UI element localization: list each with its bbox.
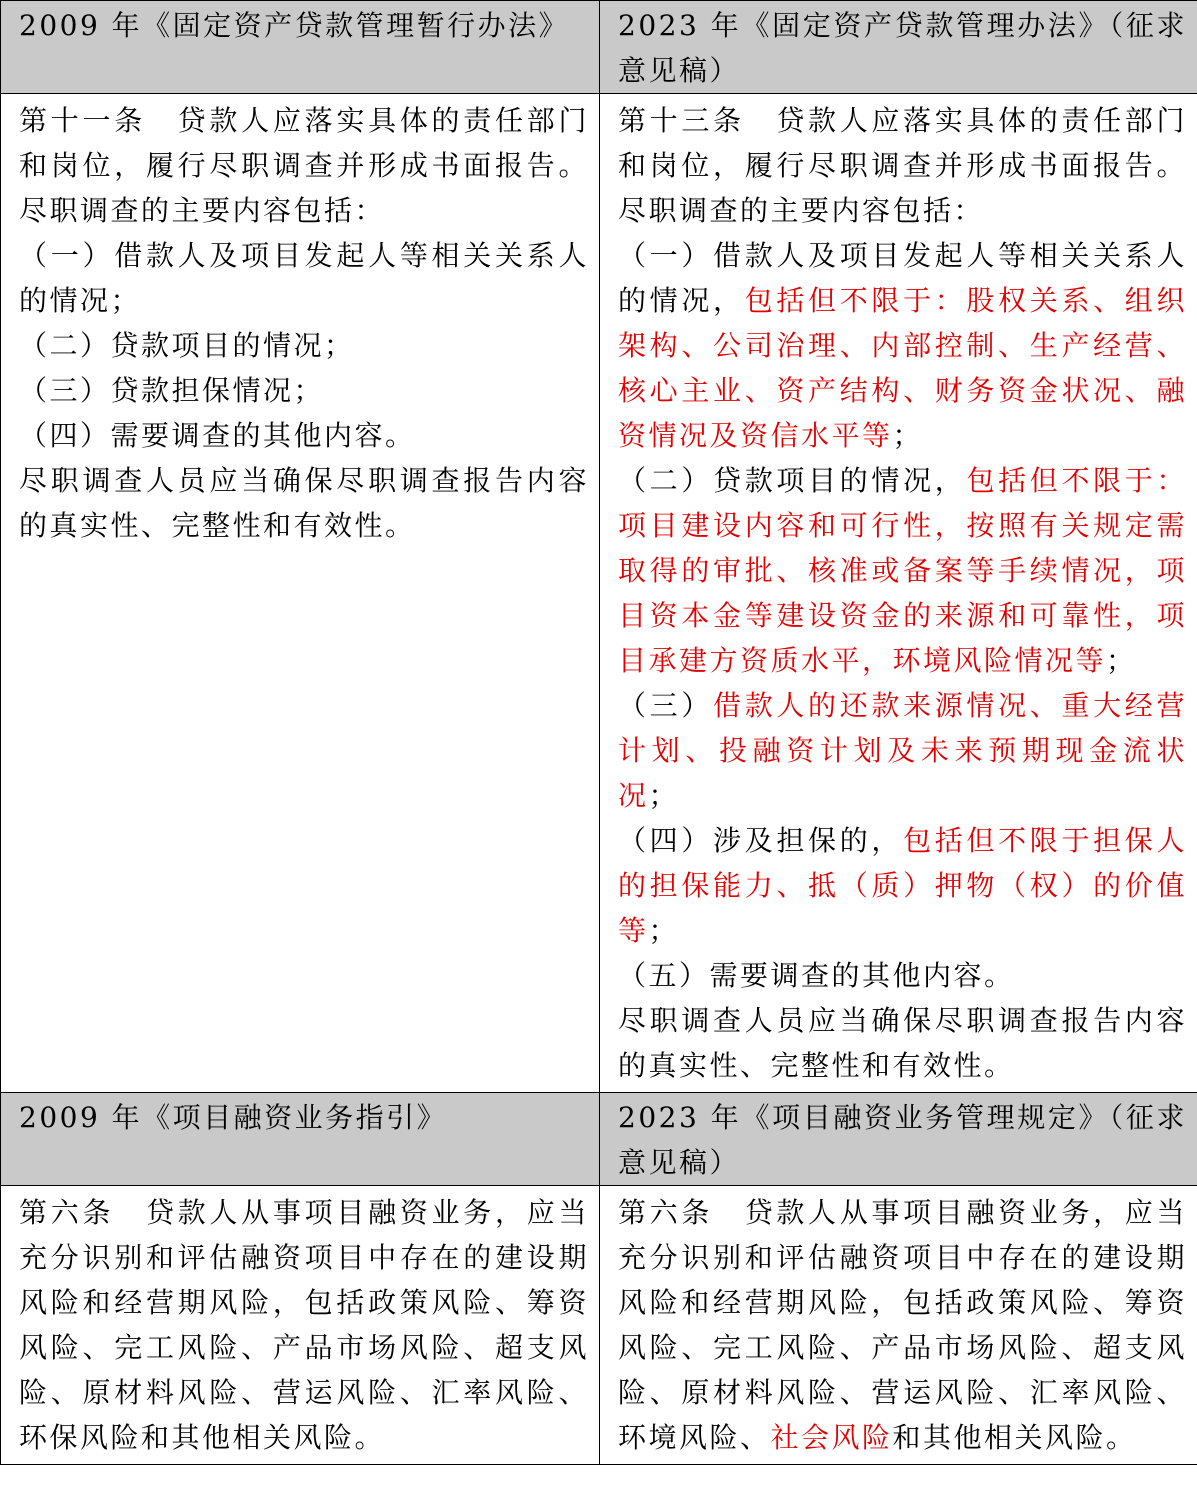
regulation-article-6 xyxy=(618,1190,1187,1460)
article-13-item-3 xyxy=(618,683,1187,818)
article-11-item-2: （二）贷款项目的情况； xyxy=(19,329,355,362)
section2-header-row xyxy=(1,1093,1197,1186)
article-13-closing: 尽职调查人员应当确保尽职调查报告内容的真实性、完整性和有效性。 xyxy=(618,1004,1187,1082)
section1-left-cell xyxy=(1,94,600,1093)
item-3-text: （三） xyxy=(618,689,714,722)
article-11-item-1: （一）借款人及项目发起人等相关关系人的情况； xyxy=(19,239,589,317)
article-13-intro: 第十三条 贷款人应落实具体的责任部门和岗位，履行尽职调查并形成书面报告。尽职调查的主要内容包括： xyxy=(618,104,1187,227)
item-4-added-text: 包括但不限于担保人的担保能力、抵（质）押物（权）的价值等 xyxy=(618,824,1187,947)
article-6-end: 和其他相关风险。 xyxy=(892,1421,1137,1454)
article-11-item-4: （四）需要调查的其他内容。 xyxy=(19,419,416,452)
article-11-intro: 第十一条 贷款人应落实具体的责任部门和岗位，履行尽职调查并形成书面报告。尽职调查的主要内容包括： xyxy=(19,104,589,227)
item-1-added-text: 包括但不限于：股权关系、组织架构、公司治理、内部控制、生产经营、核心主业、资产结构、财务资金状况、融资情况及资信水平等 xyxy=(618,284,1187,452)
section2-right-title: 2023 年《项目融资业务管理规定》（征求意见稿） xyxy=(600,1093,1197,1186)
article-13-item-2 xyxy=(618,458,1187,683)
item-3-end: ； xyxy=(648,779,680,812)
section2-left-title: 2009 年《项目融资业务指引》 xyxy=(1,1093,600,1186)
section1-right-cell xyxy=(600,94,1197,1093)
article-11-closing: 尽职调查人员应当确保尽职调查报告内容的真实性、完整性和有效性。 xyxy=(19,464,589,542)
section1-header-row xyxy=(1,1,1197,94)
article-13-item-4 xyxy=(618,818,1187,953)
article-6-added-text: 社会风险 xyxy=(770,1421,893,1454)
item-2-text: （二）贷款项目的情况， xyxy=(618,464,967,497)
item-1-text: （一）借款人及项目发起人等相关关系人的情况， xyxy=(618,239,1187,317)
item-3-added-text: 借款人的还款来源情况、重大经营计划、投融资计划及未来预期现金流状况 xyxy=(618,689,1187,812)
item-4-text: （四）涉及担保的， xyxy=(618,824,904,857)
section2-right-cell xyxy=(600,1186,1197,1465)
section2-body-row xyxy=(1,1186,1197,1465)
section1-right-title: 2023 年《固定资产贷款管理办法》（征求意见稿） xyxy=(600,1,1197,94)
section1-left-title: 2009 年《固定资产贷款管理暂行办法》 xyxy=(1,1,600,94)
section1-body-row xyxy=(1,94,1197,1093)
item-1-end: ； xyxy=(892,419,924,452)
article-13-item-1 xyxy=(618,233,1187,458)
article-13-item-5: （五）需要调查的其他内容。 xyxy=(618,959,1015,992)
item-4-end: ； xyxy=(648,914,680,947)
article-6-text: 第六条 贷款人从事项目融资业务，应当充分识别和评估融资项目中存在的建设期风险和经营期风险，包括政策风险、筹资风险、完工风险、产品市场风险、超支风险、原材料风险、营运风险、汇率风险、环境风险、 xyxy=(618,1196,1187,1454)
item-2-added-text: 包括但不限于：项目建设内容和可行性，按照有关规定需取得的审批、核准或备案等手续情况，项目资本金等建设资金的来源和可靠性，项目承建方资质水平，环境风险情况等 xyxy=(618,464,1187,677)
item-2-end: ； xyxy=(1106,644,1137,677)
section2-left-cell xyxy=(1,1186,600,1465)
guideline-article-6: 第六条 贷款人从事项目融资业务，应当充分识别和评估融资项目中存在的建设期风险和经营期风险，包括政策风险、筹资风险、完工风险、产品市场风险、超支风险、原材料风险、营运风险、汇率风险、环保风险和其他相关风险。 xyxy=(19,1196,589,1454)
article-11-item-3: （三）贷款担保情况； xyxy=(19,374,325,407)
